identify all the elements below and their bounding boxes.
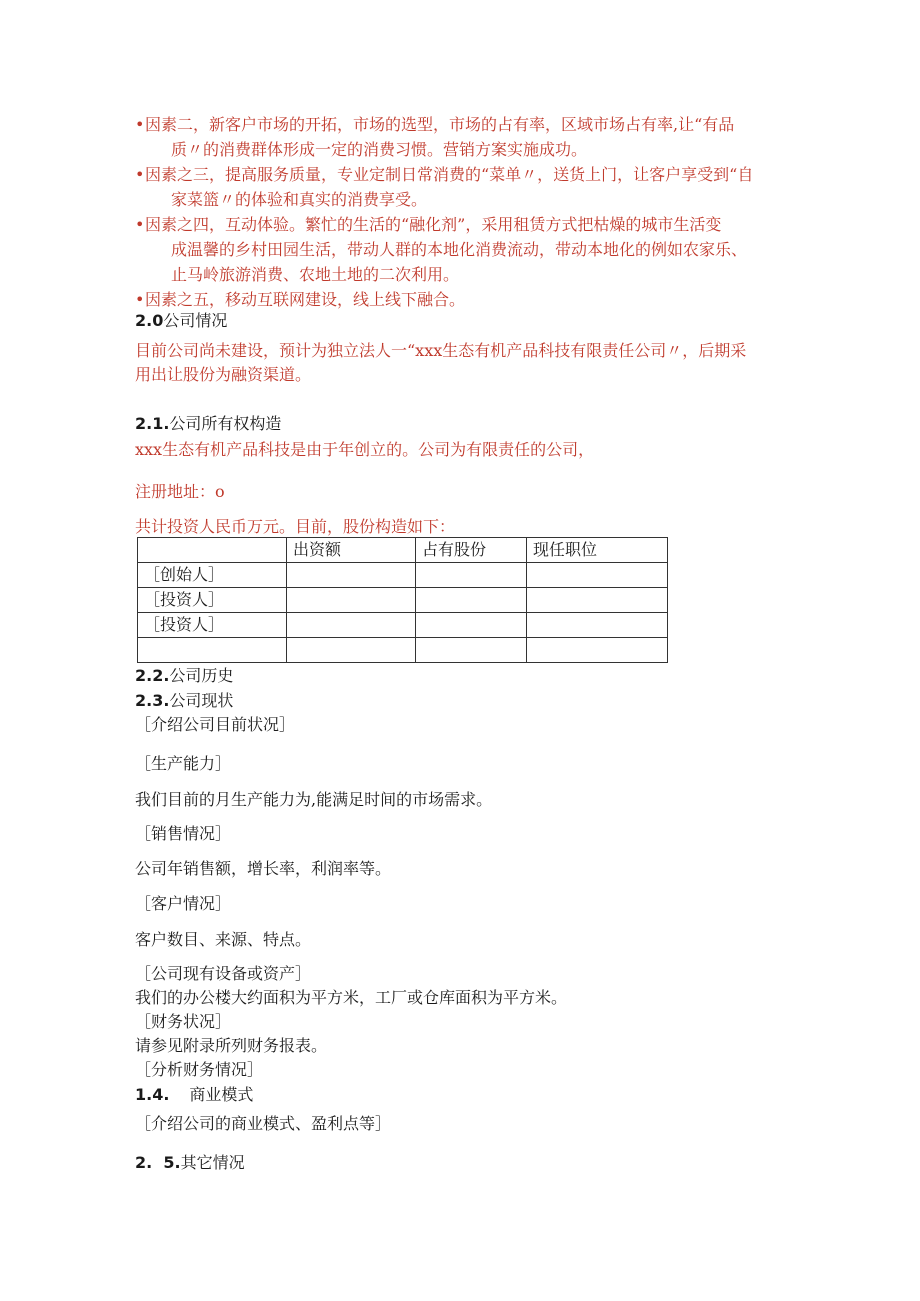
customer-label: ［客户情况］ [135,894,232,913]
sales-text: 公司年销售额，增长率，利润率等。 [135,859,392,878]
sales-label: ［销售情况］ [135,824,232,843]
finance-text: 请参见附录所列财务报表。 [135,1036,328,1055]
finance-label: ［财务状况］ [135,1012,232,1031]
capacity-label: ［生产能力］ [135,754,232,773]
factor-item: • 因素二，新客户市场的开拓，市场的选型，市场的占有率，区域市场占有率,让“有品 质〃的消费群体形成一定的消费习惯。营销方案实施成功。 [135,112,790,162]
analysis-label: ［分析财务情况］ [135,1060,264,1079]
table-header-cell: 占有股份 [416,538,527,563]
capacity-text: 我们目前的月生产能力为,能满足时间的市场需求。 [135,790,493,809]
shareholding-table [137,537,668,663]
factor-text-cont: 家菜篮〃的体验和真实的消费享受。 [171,190,428,209]
table-cell: ［投资人］ [138,588,287,613]
table-row [138,613,668,638]
table-header-cell: 出资额 [287,538,416,563]
company-situation-text: 目前公司尚未建设，预计为独立法人一“xxx生态有机产品科技有限责任公司〃，后期采 用出让股份为融资渠道。 [135,341,747,384]
section-heading-1-4: 1.4. 商业模式 [135,1085,254,1104]
factor-text: 因素之五，移动互联网建设，线上线下融合。 [145,290,466,309]
factor-text-cont: 成温馨的乡村田园生活，带动人群的本地化消费流动，带动本地化的例如农家乐、 [171,240,748,259]
table-header-cell: 现任职位 [527,538,668,563]
section-heading-2-2: 2.2.公司历史 [135,666,234,685]
factor-list [135,112,790,312]
ownership-text: xxx生态有机产品科技是由于年创立的。公司为有限责任的公司， [135,440,595,459]
customer-text: 客户数目、来源、特点。 [135,930,312,949]
table-header-cell [138,538,287,563]
assets-label: ［公司现有设备或资产］ [135,964,312,983]
table-row [138,588,668,613]
factor-text: 因素二，新客户市场的开拓，市场的选型，市场的占有率，区域市场占有率,让“有品 [145,115,735,134]
address-text: 注册地址：o [135,482,225,501]
table-cell [138,638,287,663]
table-row [138,638,668,663]
factor-item: • 因素之四，互动体验。繁忙的生活的“融化剂”，采用租赁方式把枯燥的城市生活变 成温馨的乡村田园生活，带动人群的本地化消费流动，带动本地化的例如农家乐、 止马岭旅游消费、农地土地的二次利用。 [135,212,790,287]
factor-text-cont: 质〃的消费群体形成一定的消费习惯。营销方案实施成功。 [171,140,588,159]
section-heading-2-0: 2.0公司情况 [135,311,228,330]
factor-text: 因素之四，互动体验。繁忙的生活的“融化剂”，采用租赁方式把枯燥的城市生活变 [145,215,722,234]
table-row [138,563,668,588]
section-heading-2-3: 2.3.公司现状 [135,691,234,710]
section-heading-2-1: 2.1.公司所有权构造 [135,414,282,433]
table-cell: ［创始人］ [138,563,287,588]
status-intro: ［介绍公司目前状况］ [135,715,296,734]
assets-text: 我们的办公楼大约面积为平方米，工厂或仓库面积为平方米。 [135,988,568,1007]
factor-item: • 因素之五，移动互联网建设，线上线下融合。 [135,287,790,312]
factor-text-cont: 止马岭旅游消费、农地土地的二次利用。 [171,265,460,284]
section-heading-2-5: 2. 5.其它情况 [135,1153,245,1172]
factor-text: 因素之三，提高服务质量，专业定制日常消费的“菜单〃，送货上门，让客户享受到“自 [145,165,754,184]
business-model-text: ［介绍公司的商业模式、盈利点等］ [135,1114,392,1133]
investment-text: 共计投资人民币万元。目前，股份构造如下： [135,517,456,536]
factor-item: • 因素之三，提高服务质量，专业定制日常消费的“菜单〃，送货上门，让客户享受到“自 家菜篮〃的体验和真实的消费享受。 [135,162,790,212]
table-cell: ［投资人］ [138,613,287,638]
table-header-row [138,538,668,563]
